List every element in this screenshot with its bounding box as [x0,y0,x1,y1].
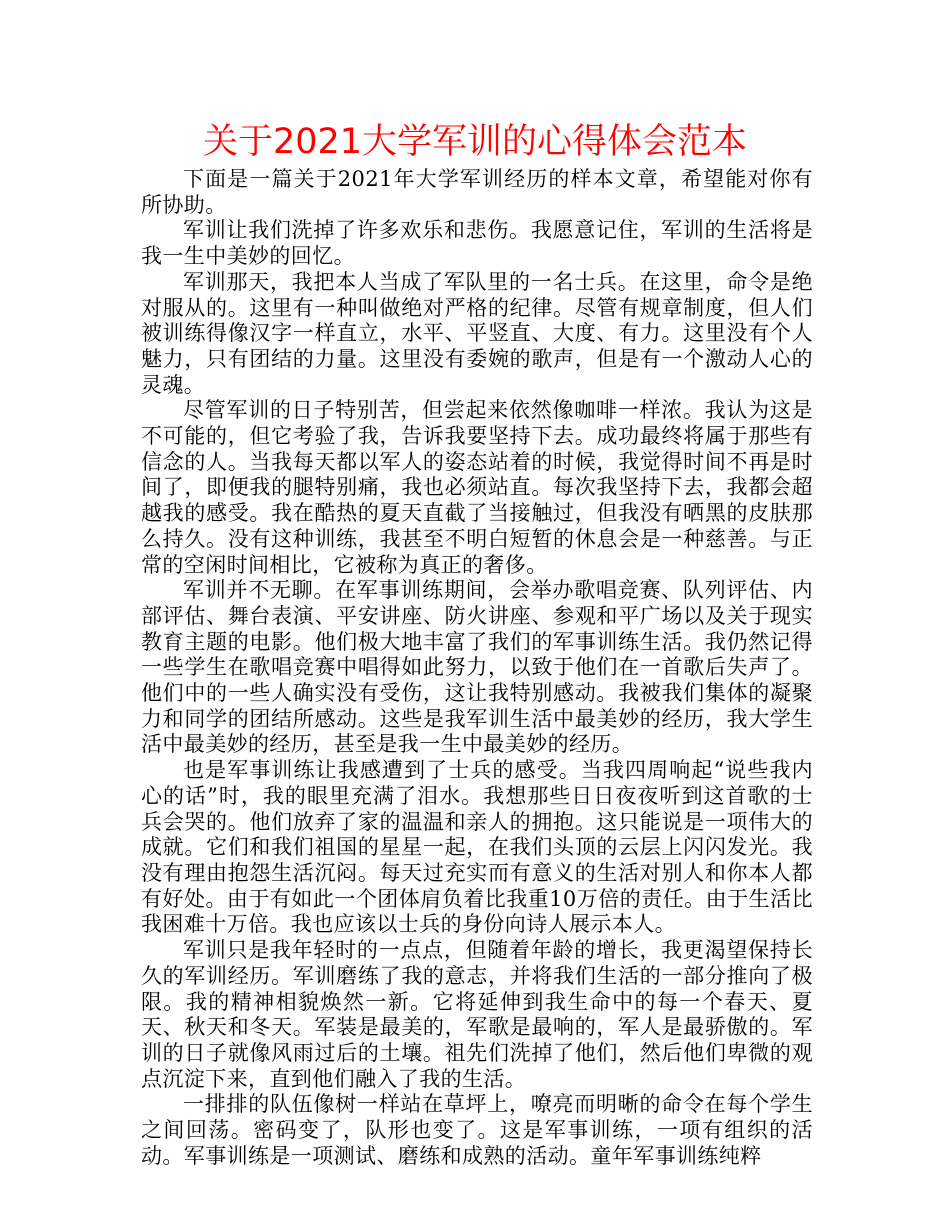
paragraph: 军训让我们洗掉了许多欢乐和悲伤。我愿意记住，军训的生活将是我一生中美妙的回忆。 [141,218,813,269]
paragraph: 下面是一篇关于2021年大学军训经历的样本文章，希望能对你有所协助。 [141,167,813,217]
paragraph: 一排排的队伍像树一样站在草坪上，嘹亮而明晰的命令在每个学生之间回荡。密码变了，队形也变了。这是军事训练，一项有组织的活动。军事训练是一项测试、磨练和成熟的活动。童年军事训练纯粹 [141,1092,813,1168]
paragraph: 也是军事训练让我感遭到了士兵的感受。当我四周响起“说些我内心的话”时，我的眼里充满了泪水。我想那些日日夜夜听到这首歌的士兵会哭的。他们放弃了家的温温和亲人的拥抱。这只能说是一项伟大的成就。它们和我们祖国的星星一起，在我们头顶的云层上闪闪发光。我没有理由抱怨生活沉闷。每天过充实而有意义的生活对别人和你本人都有好处。由于有如此一个团体肩负着比我重10万倍的责任。由于生活比我困难十万倍。我也应该以士兵的身份向诗人展示本人。 [141,758,813,937]
document-title: 关于2021大学军训的心得体会范本 [202,122,748,162]
paragraph: 军训只是我年轻时的一点点，但随着年龄的增长，我更渴望保持长久的军训经历。军训磨练了我的意志，并将我们生活的一部分推向了极限。我的精神相貌焕然一新。它将延伸到我生命中的每一个春天、夏天、秋天和冬天。军装是最美的，军歌是最响的，军人是最骄傲的。军训的日子就像风雨过后的土壤。祖先们洗掉了他们，然后他们卑微的观点沉淀下来，直到他们融入了我的生活。 [141,938,813,1091]
document-body [141,167,813,1169]
paragraph: 军训那天，我把本人当成了军队里的一名士兵。在这里，命令是绝对服从的。这里有一种叫做绝对严格的纪律。尽管有规章制度，但人们被训练得像汉字一样直立，水平、平竖直、大度、有力。这里没有个人魅力，只有团结的力量。这里没有委婉的歌声，但是有一个激动人心的灵魂。 [141,269,813,397]
paragraph: 军训并不无聊。在军事训练期间，会举办歌唱竞赛、队列评估、内部评估、舞台表演、平安讲座、防火讲座、参观和平广场以及关于现实教育主题的电影。他们极大地丰富了我们的军事训练生活。我仍然记得一些学生在歌唱竞赛中唱得如此努力，以致于他们在一首歌后失声了。他们中的一些人确实没有受伤，这让我特别感动。我被我们集体的凝聚力和同学的团结所感动。这些是我军训生活中最美妙的经历，我大学生活中最美妙的经历，甚至是我一生中最美妙的经历。 [141,578,813,757]
paragraph: 尽管军训的日子特别苦，但尝起来依然像咖啡一样浓。我认为这是不可能的，但它考验了我，告诉我要坚持下去。成功最终将属于那些有信念的人。当我每天都以军人的姿态站着的时候，我觉得时间不再是时间了，即便我的腿特别痛，我也必须站直。每次我坚持下去，我都会超越我的感受。我在酷热的夏天直截了当接触过，但我没有晒黑的皮肤那么持久。没有这种训练，我甚至不明白短暂的休息会是一种慈善。与正常的空闲时间相比，它被称为真正的奢侈。 [141,398,813,577]
